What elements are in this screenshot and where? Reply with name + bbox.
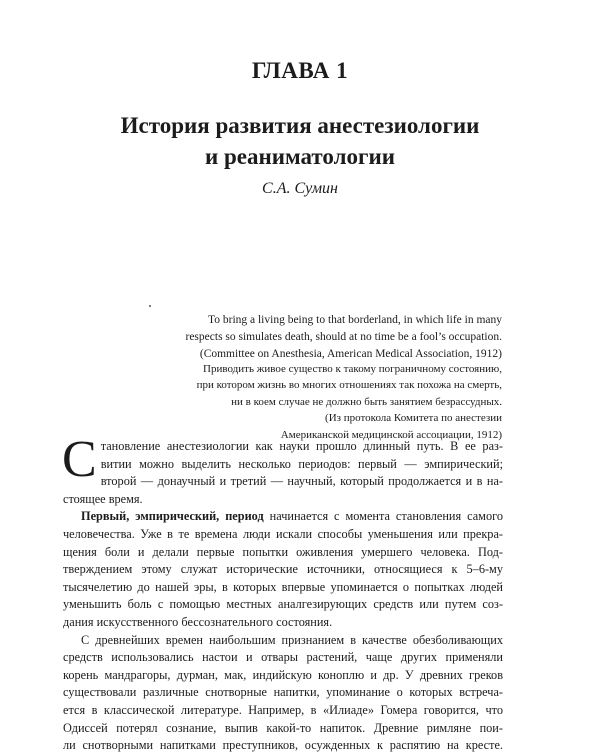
bold-lead: Первый, эмпирический, период <box>81 509 264 524</box>
text-line: тверждением этому служат исторические источники, относящиеся к 5–6-му <box>63 562 503 577</box>
epigraph-line: respects so simulates death, should at no time be a fool’s occupation. <box>185 331 502 343</box>
text-line: витии можно выделить несколько периодов: первый — эмпирический; <box>100 456 503 471</box>
paragraph-empirical-period <box>63 508 503 631</box>
text-line: щения боли и делали первые попытки оживления умершего человека. Под- <box>63 544 503 559</box>
epigraph-line: ни в коем случае не должно быть занятием безрассудных. <box>231 395 502 408</box>
chapter-label: ГЛАВА 1 <box>251 58 349 83</box>
text-line: стоящее время. <box>63 491 143 506</box>
text-line <box>63 508 503 526</box>
chapter-title-line: История развития анестезиологии <box>120 113 480 138</box>
text-line: второй — донаучный и третий — научный, который продолжается и в на- <box>100 474 503 489</box>
text-line: средств использовались настои и отвары растений, чаще других применяли <box>63 650 503 665</box>
text-line: ли снотворными напитками преступников, осужденных к распятию на кресте. <box>63 738 503 753</box>
drop-cap: С <box>62 431 97 488</box>
text-line: уменьшить боль с помощью местных аналгезирующих средств или путем соз- <box>63 597 503 612</box>
paragraph-ancient-remedies <box>63 632 503 755</box>
text-line: дания искусственного бессознательного состояния. <box>63 614 333 629</box>
text-line: существовали различные снотворные напитки, упоминание о которых встреча- <box>63 685 503 700</box>
epigraph-line: To bring a living being to that borderland, in which life in many <box>208 314 502 326</box>
epigraph-russian <box>82 361 502 443</box>
text-line: Одиссей потерял сознание, выпив какой-то напиток. Древние римляне пои- <box>63 720 503 735</box>
text-line: С древнейших времен наибольшим признанием в качестве обезболивающих <box>81 632 503 647</box>
epigraph-source: (Committee on Anesthesia, American Medical Association, 1912) <box>199 348 502 360</box>
lead-rest: начинается с момента становления самого <box>263 509 503 524</box>
epigraph-line: при котором жизнь во многих отношениях так похожа на смерть, <box>196 379 502 392</box>
text-line: корень мандрагоры, дурман, мак, индийскую коноплю и др. У древних греков <box>63 667 503 682</box>
epigraph-line: Приводить живое существо к такому пограничному состоянию, <box>203 363 502 375</box>
epigraph-source: (Из протокола Комитета по анестезии <box>325 412 502 425</box>
text-line: ется в классической литературе. Например, в «Илиаде» Гомера говорится, что <box>63 702 503 717</box>
chapter-title-line: и реаниматологии <box>205 144 395 169</box>
chapter-title <box>0 110 600 172</box>
text-line: тысячелетию до нашей эры, в которых впервые упоминается о попытках людей <box>63 579 503 594</box>
epigraph-source: Американской медицинской ассоциации, 1912) <box>280 428 502 441</box>
text-line: тановление анестезиологии как науки прошло длинный путь. В ее раз- <box>100 439 503 453</box>
text-line: человечества. Уже в те времена люди искали способы уменьшения или прекра- <box>63 526 503 541</box>
epigraph-english <box>82 312 502 363</box>
chapter-author: С.А. Сумин <box>262 180 338 197</box>
print-speck <box>149 305 151 307</box>
